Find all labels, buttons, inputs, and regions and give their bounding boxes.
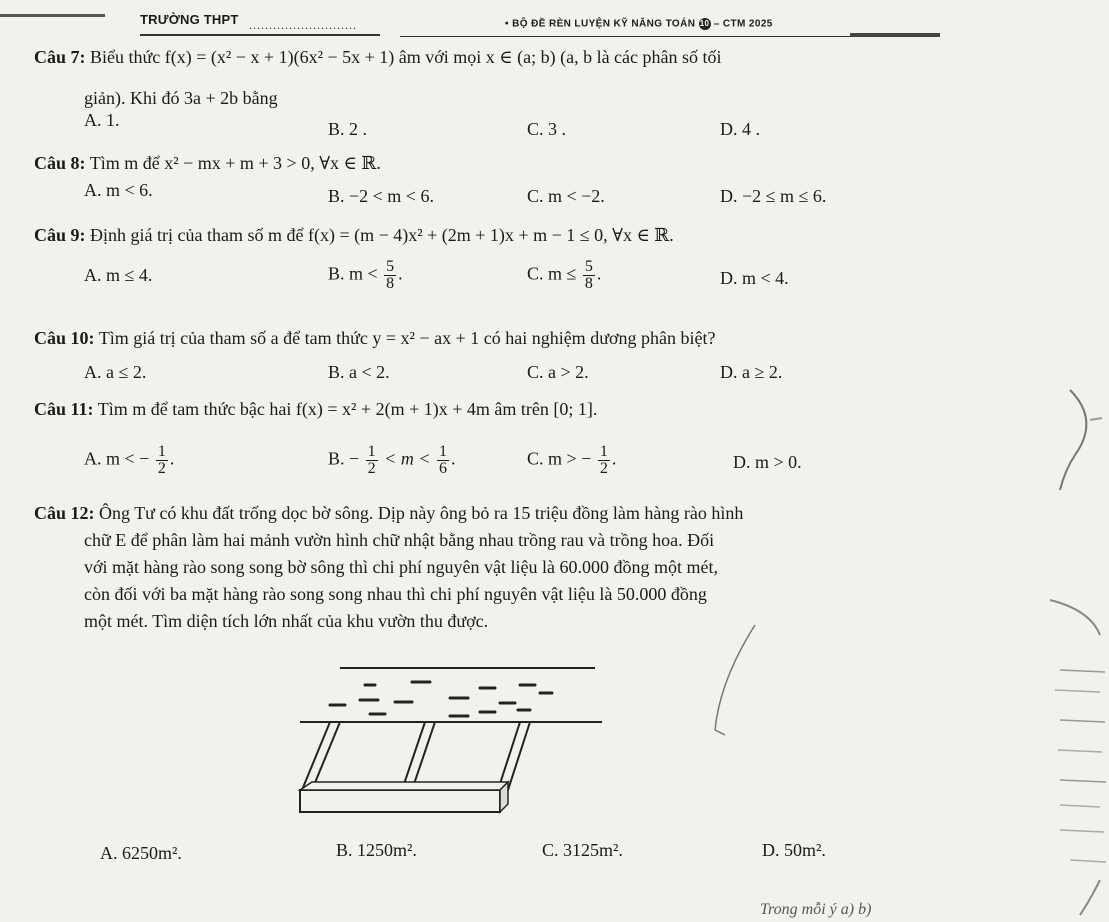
school-dots: ........................... xyxy=(249,18,357,32)
question-12-line-4: còn đối với ba mặt hàng rào song song nhau thì chi phí nguyên vật liệu là 50.000 đồng xyxy=(84,584,707,604)
fraction-1-2: $\frac{1}{2}$ xyxy=(599,443,608,477)
q10-option-a[interactable]: A. a ≤ 2. xyxy=(84,362,147,382)
header-rule xyxy=(140,34,380,36)
question-7-label: Câu 7: xyxy=(34,47,86,67)
q7-option-c[interactable]: C. 3 . xyxy=(527,119,567,139)
series-title: • BỘ ĐỀ RÈN LUYỆN KỸ NĂNG TOÁN 10 – CTM 2025 xyxy=(505,18,773,30)
q9-option-c[interactable]: C. m ≤ $\frac{5}{8}$ . xyxy=(527,258,602,292)
fraction-1-2: $\frac{1}{2}$ xyxy=(367,443,376,477)
header-rule-thick xyxy=(850,33,940,37)
q10-option-d[interactable]: D. a ≥ 2. xyxy=(720,362,783,382)
q11-option-c[interactable]: C. m > − $\frac{1}{2}$ . xyxy=(527,443,617,477)
question-12-line-3: với mặt hàng rào song song bờ sông thì chi phí nguyên vật liệu là 60.000 đồng một mét, xyxy=(84,557,718,577)
question-9 xyxy=(34,223,674,247)
q10-option-c[interactable]: C. a > 2. xyxy=(527,362,589,382)
q7-option-b[interactable]: B. 2 . xyxy=(328,119,368,139)
q9-option-b[interactable]: B. m < $\frac{5}{8}$ . xyxy=(328,258,403,292)
question-8-text: Tìm m để x² − mx + m + 3 > 0, ∀x ∈ ℝ. xyxy=(89,153,381,173)
q11-option-c-text: C. m > − xyxy=(527,448,592,469)
grade-badge: 10 xyxy=(699,19,710,28)
question-12 xyxy=(34,500,743,527)
question-11-label: Câu 11: xyxy=(34,399,94,419)
q10-option-b[interactable]: B. a < 2. xyxy=(328,362,390,382)
question-9-text: Định giá trị của tham số m để f(x) = (m − 4)x² + (2m + 1)x + m − 1 ≤ 0, ∀x ∈ ℝ. xyxy=(90,225,674,245)
question-10-label: Câu 10: xyxy=(34,328,95,348)
question-7-text: Biểu thức f(x) = (x² − x + 1)(6x² − 5x + 1) âm với mọi x ∈ (a; b) (a, b là các phân số tối xyxy=(90,47,722,67)
question-9-label: Câu 9: xyxy=(34,225,86,245)
margin-bleed-marks xyxy=(1030,360,1109,918)
school-name: TRƯỜNG THPT xyxy=(140,12,239,27)
question-12-label: Câu 12: xyxy=(34,503,95,523)
q8-option-b[interactable]: B. −2 < m < 6. xyxy=(328,186,434,206)
question-10 xyxy=(34,326,715,350)
q11-option-a-text: A. m < − xyxy=(84,448,150,469)
q11-option-b[interactable]: B. − $\frac{1}{2}$ < m < $\frac{1}{6}$ . xyxy=(328,443,456,477)
pencil-mark xyxy=(700,620,760,760)
question-10-text: Tìm giá trị của tham số a để tam thức y = x² − ax + 1 có hai nghiệm dương phân biệt? xyxy=(98,328,716,348)
fraction-5-8: $\frac{5}{8}$ xyxy=(584,258,593,292)
q8-option-d[interactable]: D. −2 ≤ m ≤ 6. xyxy=(720,186,827,206)
page-header xyxy=(0,6,1109,36)
header-rule-left xyxy=(0,14,105,17)
footer-fragment: Trong mỗi ý a) b) xyxy=(760,901,872,918)
q7-option-a[interactable]: A. 1. xyxy=(84,110,120,130)
q11-option-d[interactable]: D. m > 0. xyxy=(733,452,802,472)
question-12-line-1: Ông Tư có khu đất trống dọc bờ sông. Dịp này ông bỏ ra 15 triệu đồng làm hàng rào hình xyxy=(99,503,744,523)
fraction-5-8: $\frac{5}{8}$ xyxy=(386,258,395,292)
q9-option-a[interactable]: A. m ≤ 4. xyxy=(84,265,153,285)
question-8 xyxy=(34,151,381,175)
q9-option-c-text: C. m ≤ xyxy=(527,263,577,284)
q12-option-b[interactable]: B. 1250m². xyxy=(336,840,417,860)
q11-option-a[interactable]: A. m < − $\frac{1}{2}$ . xyxy=(84,443,175,477)
question-12-line-2: chữ E để phân làm hai mảnh vườn hình chữ nhật bằng nhau trồng rau và trồng hoa. Đối xyxy=(84,530,715,550)
fraction-1-2: $\frac{1}{2}$ xyxy=(157,443,166,477)
q9-option-b-text: B. m < xyxy=(328,263,378,284)
question-7-line2: giản). Khi đó 3a + 2b bằng xyxy=(84,88,278,108)
q7-option-d[interactable]: D. 4 . xyxy=(720,119,760,139)
question-11 xyxy=(34,397,597,421)
q8-option-c[interactable]: C. m < −2. xyxy=(527,186,605,206)
question-12-line-5: một mét. Tìm diện tích lớn nhất của khu vườn thu được. xyxy=(84,611,489,631)
q12-option-a[interactable]: A. 6250m². xyxy=(100,843,182,863)
question-7 xyxy=(34,45,722,69)
e-fence-figure xyxy=(290,660,610,830)
question-8-label: Câu 8: xyxy=(34,153,86,173)
q12-option-c[interactable]: C. 3125m². xyxy=(542,840,623,860)
question-11-text: Tìm m để tam thức bậc hai f(x) = x² + 2(m + 1)x + 4m âm trên [0; 1]. xyxy=(97,399,598,419)
q9-option-d[interactable]: D. m < 4. xyxy=(720,268,789,288)
q11-option-b-text: B. − xyxy=(328,448,360,469)
fraction-1-6: $\frac{1}{6}$ xyxy=(438,443,447,477)
q8-option-a[interactable]: A. m < 6. xyxy=(84,180,153,200)
q12-option-d[interactable]: D. 50m². xyxy=(762,840,826,860)
